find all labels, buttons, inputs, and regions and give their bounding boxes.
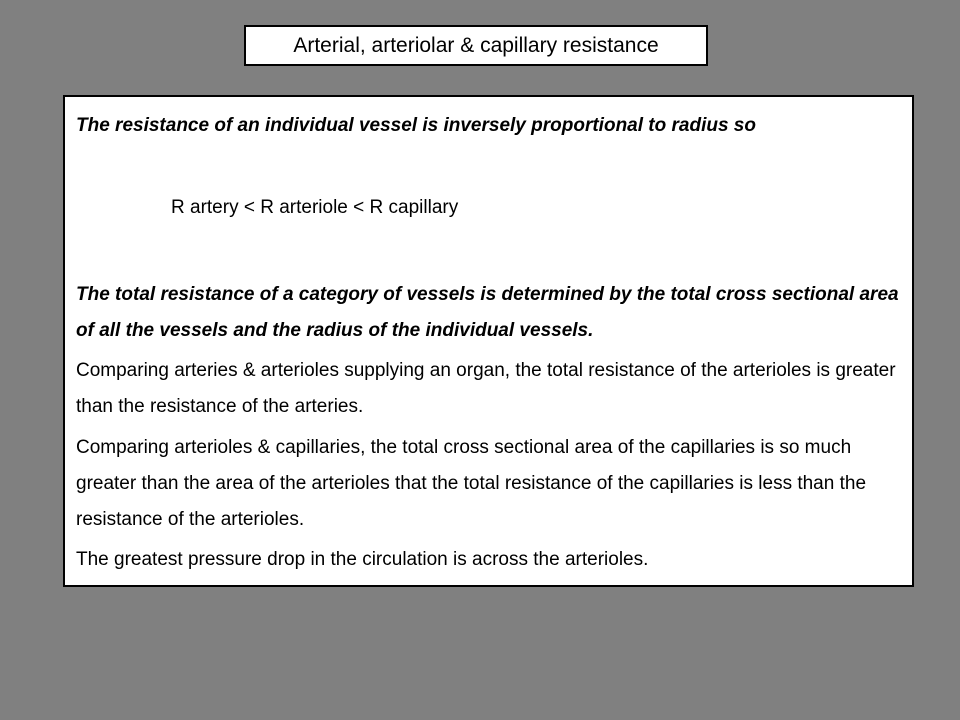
resistance-formula: R artery < R arteriole < R capillary [171,197,459,218]
intro-statement: The resistance of an individual vessel is inversely proportional to radius so [76,115,756,136]
slide-title: Arterial, arteriolar & capillary resistance [293,33,659,57]
total-resistance-paragraph: The total resistance of a category of vessels is determined by the total cross sectional area of all the vessels and the radius of the individual vessels. [76,284,899,341]
content-box [63,95,914,587]
arterioles-capillaries-paragraph: Comparing arterioles & capillaries, the total cross sectional area of the capillaries is so much greater than the area of the arterioles that the total resistance of the capillaries is less than the resistance of the arterioles. [76,437,867,530]
slide-title-box [244,25,708,66]
arteries-arterioles-paragraph: Comparing arteries & arterioles supplying an organ, the total resistance of the arterioles is greater than the resistance of the arteries. [76,360,896,417]
pressure-drop-paragraph: The greatest pressure drop in the circulation is across the arterioles. [76,549,649,570]
